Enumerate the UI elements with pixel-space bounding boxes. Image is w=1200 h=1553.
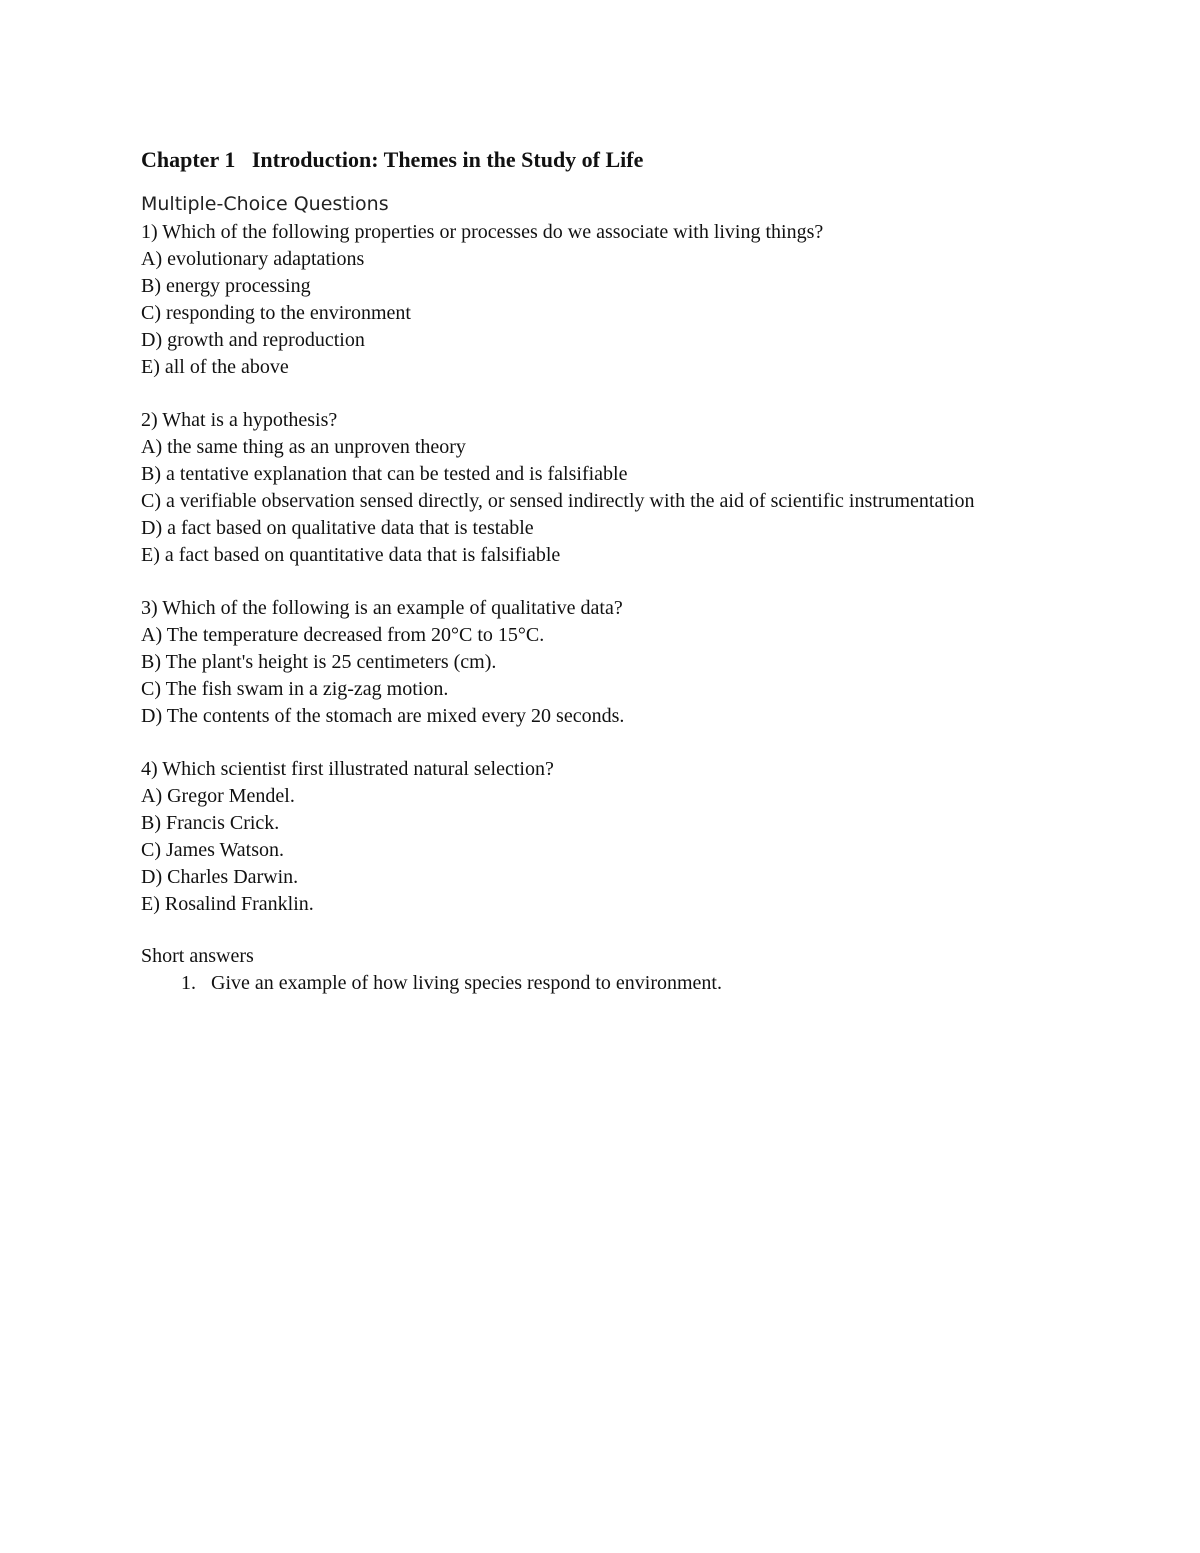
question-prompt: 4) Which scientist first illustrated natural selection?: [141, 758, 554, 780]
question-prompt: 2) What is a hypothesis?: [141, 409, 338, 431]
answer-option: D) growth and reproduction: [141, 329, 365, 351]
answer-option: C) a verifiable observation sensed directly, or sensed indirectly with the aid of scientific instrumentation: [141, 490, 975, 512]
question-4: [141, 756, 1041, 918]
answer-option: C) The fish swam in a zig-zag motion.: [141, 678, 449, 700]
short-answers-heading: Short answers: [141, 945, 254, 967]
question-prompt: 1) Which of the following properties or processes do we associate with living things?: [141, 221, 824, 243]
answer-option: B) Francis Crick.: [141, 812, 280, 834]
question-1: [141, 219, 1041, 381]
chapter-title: Chapter 1 Introduction: Themes in the Study of Life: [141, 147, 644, 172]
answer-option: B) energy processing: [141, 275, 311, 297]
answer-option: C) James Watson.: [141, 839, 285, 861]
document-page: [141, 141, 1041, 997]
answer-option: A) evolutionary adaptations: [141, 248, 365, 270]
answer-option: A) Gregor Mendel.: [141, 785, 295, 807]
answer-option: C) responding to the environment: [141, 302, 411, 324]
question-prompt: 3) Which of the following is an example of qualitative data?: [141, 597, 623, 619]
answer-option: D) Charles Darwin.: [141, 866, 299, 888]
answer-option: B) The plant's height is 25 centimeters (cm).: [141, 651, 497, 673]
answer-option: A) The temperature decreased from 20°C to 15°C.: [141, 624, 545, 646]
multiple-choice-heading: Multiple-Choice Questions: [141, 193, 389, 215]
answer-option: E) all of the above: [141, 356, 289, 378]
answer-option: D) The contents of the stomach are mixed every 20 seconds.: [141, 705, 625, 727]
question-3: [141, 595, 1041, 730]
answer-option: D) a fact based on qualitative data that is testable: [141, 517, 534, 539]
answer-option: E) Rosalind Franklin.: [141, 893, 314, 915]
answer-option: E) a fact based on quantitative data that is falsifiable: [141, 544, 561, 566]
short-answer-item: [141, 970, 1041, 997]
answer-option: B) a tentative explanation that can be tested and is falsifiable: [141, 463, 628, 485]
short-answer-text: Give an example of how living species respond to environment.: [211, 972, 722, 994]
short-answer-number: 1.: [181, 972, 196, 994]
answer-option: A) the same thing as an unproven theory: [141, 436, 466, 458]
short-answers-list: [141, 970, 1041, 997]
question-2: [141, 407, 1041, 569]
